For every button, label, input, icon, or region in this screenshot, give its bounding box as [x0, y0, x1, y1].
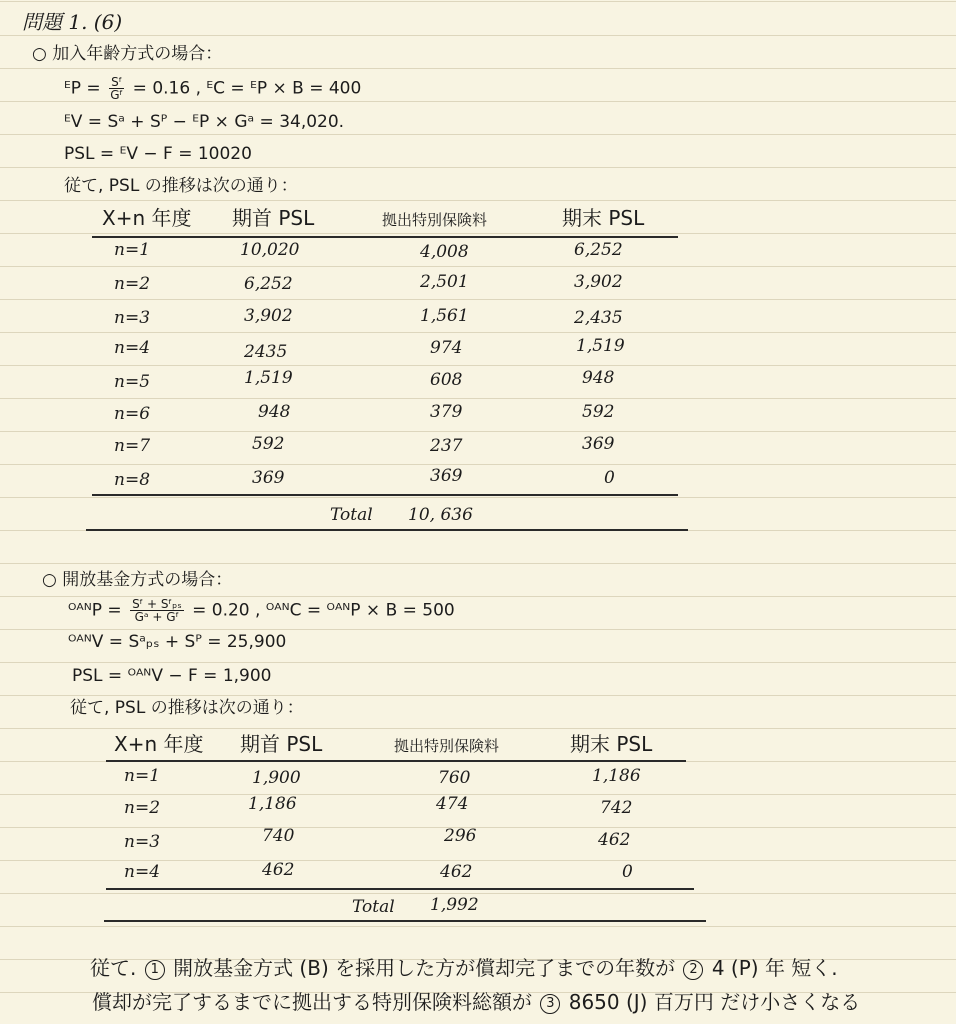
problem-title: 問題 1. (6): [22, 10, 123, 34]
conclusion-line2-a: 償却が完了するまでに拠出する特別保険料総額が: [92, 990, 532, 1014]
ea-cell-contribution: 974: [430, 338, 463, 358]
ea-cell-year: n=3: [114, 308, 151, 328]
ea-header-opening-psl: 期首 PSL: [232, 206, 315, 230]
oan-cell-year: n=4: [124, 862, 161, 882]
oan-eq1-fraction: [130, 598, 184, 623]
conclusion-line1-c: 4 (P) 年 短く.: [711, 956, 838, 980]
ea-cell-opening: 10,020: [240, 240, 300, 260]
oan-cell-closing: 0: [622, 862, 633, 882]
ea-cell-closing: 369: [582, 434, 615, 454]
ea-cell-opening: 1,519: [244, 368, 293, 388]
ea-header-year: X+n 年度: [102, 206, 192, 230]
ea-cell-opening: 948: [258, 402, 291, 422]
oan-cell-closing: 462: [598, 830, 631, 850]
ea-header-rule: [92, 236, 678, 238]
oan-total-label: Total: [352, 897, 395, 917]
ea-bottom-rule: [86, 529, 688, 531]
ea-header-closing-psl: 期末 PSL: [562, 206, 645, 230]
ea-cell-year: n=2: [114, 274, 151, 294]
ea-cell-closing: 6,252: [574, 240, 623, 260]
entry-age-heading: ○ 加入年齢方式の場合：: [32, 44, 223, 64]
entry-age-equation-3: PSL = ᴱV − F = 10020: [64, 144, 252, 164]
oan-eq1-rest: = 0.20 , ᴼᴬᴺC = ᴼᴬᴺP × B = 500: [192, 600, 455, 621]
ea-cell-year: n=4: [114, 338, 151, 358]
ea-total-value: 10, 636: [408, 505, 473, 525]
ea-cell-closing: 1,519: [576, 336, 625, 356]
conclusion-line-2: [92, 992, 860, 1014]
conclusion-line2-b: 8650 (J) 百万円 だけ小さくなる: [568, 990, 861, 1014]
oan-cell-contribution: 474: [436, 794, 469, 814]
oan-equation-1: [68, 598, 455, 623]
ea-total-label: Total: [330, 505, 373, 525]
oan-cell-opening: 1,186: [248, 794, 297, 814]
ea-cell-contribution: 379: [430, 402, 463, 422]
ea-cell-contribution: 608: [430, 370, 463, 390]
oan-total-rule: [106, 888, 694, 890]
oan-eq1-lhs: ᴼᴬᴺP =: [68, 600, 122, 621]
entry-age-eq1-lhs: ᴱP =: [64, 78, 101, 99]
ea-cell-opening: 369: [252, 468, 285, 488]
ea-cell-opening: 3,902: [244, 306, 293, 326]
oan-cell-year: n=2: [124, 798, 161, 818]
ea-cell-closing: 0: [604, 468, 615, 488]
oan-equation-2: ᴼᴬᴺV = Sᵃₚₛ + Sᴾ = 25,900: [68, 632, 287, 652]
ea-cell-contribution: 4,008: [420, 242, 469, 262]
oan-cell-opening: 1,900: [252, 768, 301, 788]
oan-header-rule: [106, 760, 686, 762]
conclusion-line1-b: 開放基金方式 (B) を採用した方が償却完了までの年数が: [173, 956, 676, 980]
oan-header-contribution: 拠出特別保険料: [394, 737, 500, 755]
entry-age-equation-2: ᴱV = Sᵃ + Sᴾ − ᴱP × Gᵃ = 34,020.: [64, 112, 345, 132]
oan-cell-closing: 1,186: [592, 766, 641, 786]
oan-equation-3: PSL = ᴼᴬᴺV − F = 1,900: [72, 666, 272, 686]
entry-age-equation-1: [64, 76, 361, 101]
ea-cell-contribution: 2,501: [420, 272, 469, 292]
entry-age-eq1-fraction: [109, 76, 124, 101]
oan-cell-contribution: 462: [440, 862, 473, 882]
ea-cell-year: n=7: [114, 436, 151, 456]
ea-cell-closing: 3,902: [574, 272, 623, 292]
ea-cell-opening: 2435: [244, 342, 288, 362]
ea-cell-closing: 2,435: [574, 308, 623, 328]
ea-cell-year: n=8: [114, 470, 151, 490]
circled-number-2: 2: [683, 960, 703, 980]
oan-eq1-numerator: Sᶠ + Sᶠₚₛ: [132, 597, 182, 611]
oan-eq1-denominator: Gᵃ + Gᶠ: [134, 610, 180, 624]
entry-age-eq1-numerator: Sᶠ: [111, 75, 123, 89]
oan-cell-opening: 462: [262, 860, 295, 880]
oan-cell-year: n=1: [124, 766, 161, 786]
ea-cell-closing: 592: [582, 402, 615, 422]
ea-cell-year: n=1: [114, 240, 151, 260]
ea-cell-opening: 6,252: [244, 274, 293, 294]
entry-age-eq1-rest: = 0.16 , ᴱC = ᴱP × B = 400: [132, 78, 362, 99]
oan-lead: 従て, PSL の推移は次の通り：: [70, 698, 304, 718]
oan-cell-contribution: 296: [444, 826, 477, 846]
oan-cell-opening: 740: [262, 826, 295, 846]
ea-cell-year: n=6: [114, 404, 151, 424]
entry-age-lead: 従て, PSL の推移は次の通り：: [64, 176, 298, 196]
circled-number-3: 3: [540, 994, 560, 1014]
ea-cell-closing: 948: [582, 368, 615, 388]
conclusion-line1-a: 従て.: [90, 956, 137, 980]
entry-age-eq1-denominator: Gᶠ: [110, 88, 124, 102]
oan-header-opening-psl: 期首 PSL: [240, 732, 323, 756]
ea-cell-opening: 592: [252, 434, 285, 454]
oan-cell-contribution: 760: [438, 768, 471, 788]
oan-cell-year: n=3: [124, 832, 161, 852]
ea-cell-year: n=5: [114, 372, 151, 392]
circled-number-1: 1: [145, 960, 165, 980]
ea-cell-contribution: 1,561: [420, 306, 469, 326]
oan-bottom-rule: [104, 920, 706, 922]
ea-header-contribution: 拠出特別保険料: [382, 211, 488, 229]
conclusion-line-1: [90, 958, 838, 980]
oan-heading: ○ 開放基金方式の場合：: [42, 570, 233, 590]
oan-header-closing-psl: 期末 PSL: [570, 732, 653, 756]
ea-cell-contribution: 237: [430, 436, 463, 456]
ea-total-rule: [92, 494, 678, 496]
oan-header-year: X+n 年度: [114, 732, 204, 756]
oan-cell-closing: 742: [600, 798, 633, 818]
oan-total-value: 1,992: [430, 895, 479, 915]
ea-cell-contribution: 369: [430, 466, 463, 486]
